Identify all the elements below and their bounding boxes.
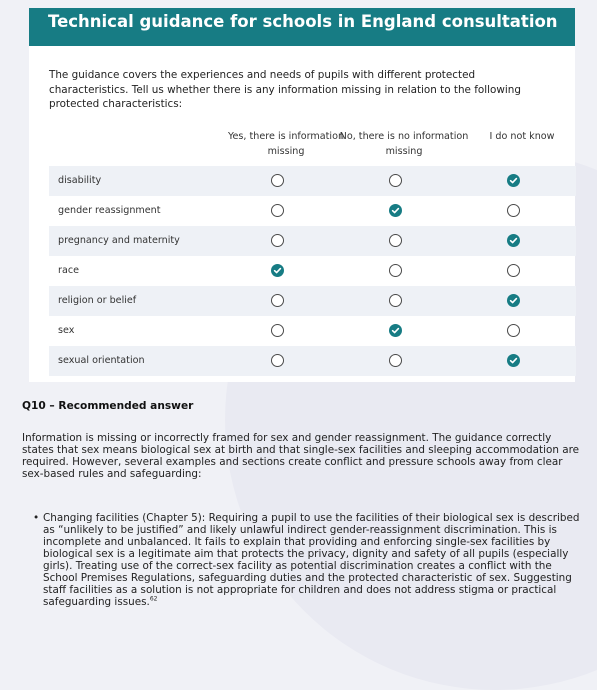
characteristic-row [49, 196, 576, 226]
question-intro: The guidance covers the experiences and needs of pupils with different protected characteristics. Tell us whether there is any information missing in relation to the following protected characteristics: [49, 69, 521, 110]
card-title: Technical guidance for schools in England consultation [29, 8, 575, 46]
characteristic-row [49, 256, 576, 286]
column-header-yes: Yes, there is information missing [227, 131, 345, 157]
radio-yes[interactable] [271, 324, 284, 337]
radio-yes[interactable] [271, 264, 284, 277]
characteristic-row [49, 286, 576, 316]
characteristic-label: sex [58, 325, 75, 336]
radio-yes[interactable] [271, 354, 284, 367]
radio-no[interactable] [389, 264, 402, 277]
radio-no[interactable] [389, 174, 402, 187]
check-icon [507, 294, 520, 307]
answer-title: Q10 – Recommended answer [22, 400, 194, 412]
radio-dont-know[interactable] [507, 294, 520, 307]
radio-yes[interactable] [271, 234, 284, 247]
radio-dont-know[interactable] [507, 264, 520, 277]
consultation-card [29, 8, 575, 382]
characteristic-label: religion or belief [58, 295, 137, 306]
column-header-no: No, there is no information missing [339, 131, 469, 157]
radio-dont-know[interactable] [507, 324, 520, 337]
radio-no[interactable] [389, 354, 402, 367]
check-icon [389, 324, 402, 337]
footnote-marker: 62 [149, 595, 158, 603]
characteristic-row [49, 166, 576, 196]
characteristic-label: race [58, 265, 80, 276]
bullet-text: Changing facilities (Chapter 5): Requiring a pupil to use the facilities of their biological sex is described as “unlikely to be justified” and likely unlawful indirect gender-reassignment discrimination. This is incomplete and unbalanced. It fails to explain that providing and enforcing single-sex facilities by biological sex is a legitimate aim that protects the privacy, dignity and safety of all pupils (especially girls). Treating use of the correct-sex facility as potential discrimination creates a conflict with the School Premises Regulations, safeguarding duties and the protected characteristic of sex. Suggesting staff facilities as a solution is not appropriate for children and does not address stigma or practical safeguarding issues. [43, 512, 580, 608]
radio-no[interactable] [389, 234, 402, 247]
radio-no[interactable] [389, 204, 402, 217]
characteristic-label: sexual orientation [58, 355, 145, 366]
radio-no[interactable] [389, 324, 402, 337]
radio-yes[interactable] [271, 204, 284, 217]
check-icon [271, 264, 284, 277]
characteristic-label: pregnancy and maternity [58, 235, 180, 246]
radio-dont-know[interactable] [507, 354, 520, 367]
radio-yes[interactable] [271, 294, 284, 307]
characteristic-label: disability [58, 175, 102, 186]
check-icon [389, 204, 402, 217]
answer-paragraph: Information is missing or incorrectly framed for sex and gender reassignment. The guidance correctly states that sex means biological sex at birth and that single-sex facilities and sleeping accommodation are required. However, several examples and sections create conflict and pressure schools away from clear sex-based rules and safeguarding: [22, 432, 580, 480]
characteristic-label: gender reassignment [58, 205, 161, 216]
column-header-dont-know: I do not know [489, 131, 555, 142]
check-icon [507, 174, 520, 187]
radio-dont-know[interactable] [507, 204, 520, 217]
characteristic-row [49, 316, 576, 346]
answer-bullet [22, 512, 582, 608]
check-icon [507, 234, 520, 247]
radio-dont-know[interactable] [507, 174, 520, 187]
characteristic-row [49, 346, 576, 376]
bullet-marker: • [33, 512, 40, 524]
radio-no[interactable] [389, 294, 402, 307]
radio-yes[interactable] [271, 174, 284, 187]
radio-dont-know[interactable] [507, 234, 520, 247]
characteristic-row [49, 226, 576, 256]
check-icon [507, 354, 520, 367]
